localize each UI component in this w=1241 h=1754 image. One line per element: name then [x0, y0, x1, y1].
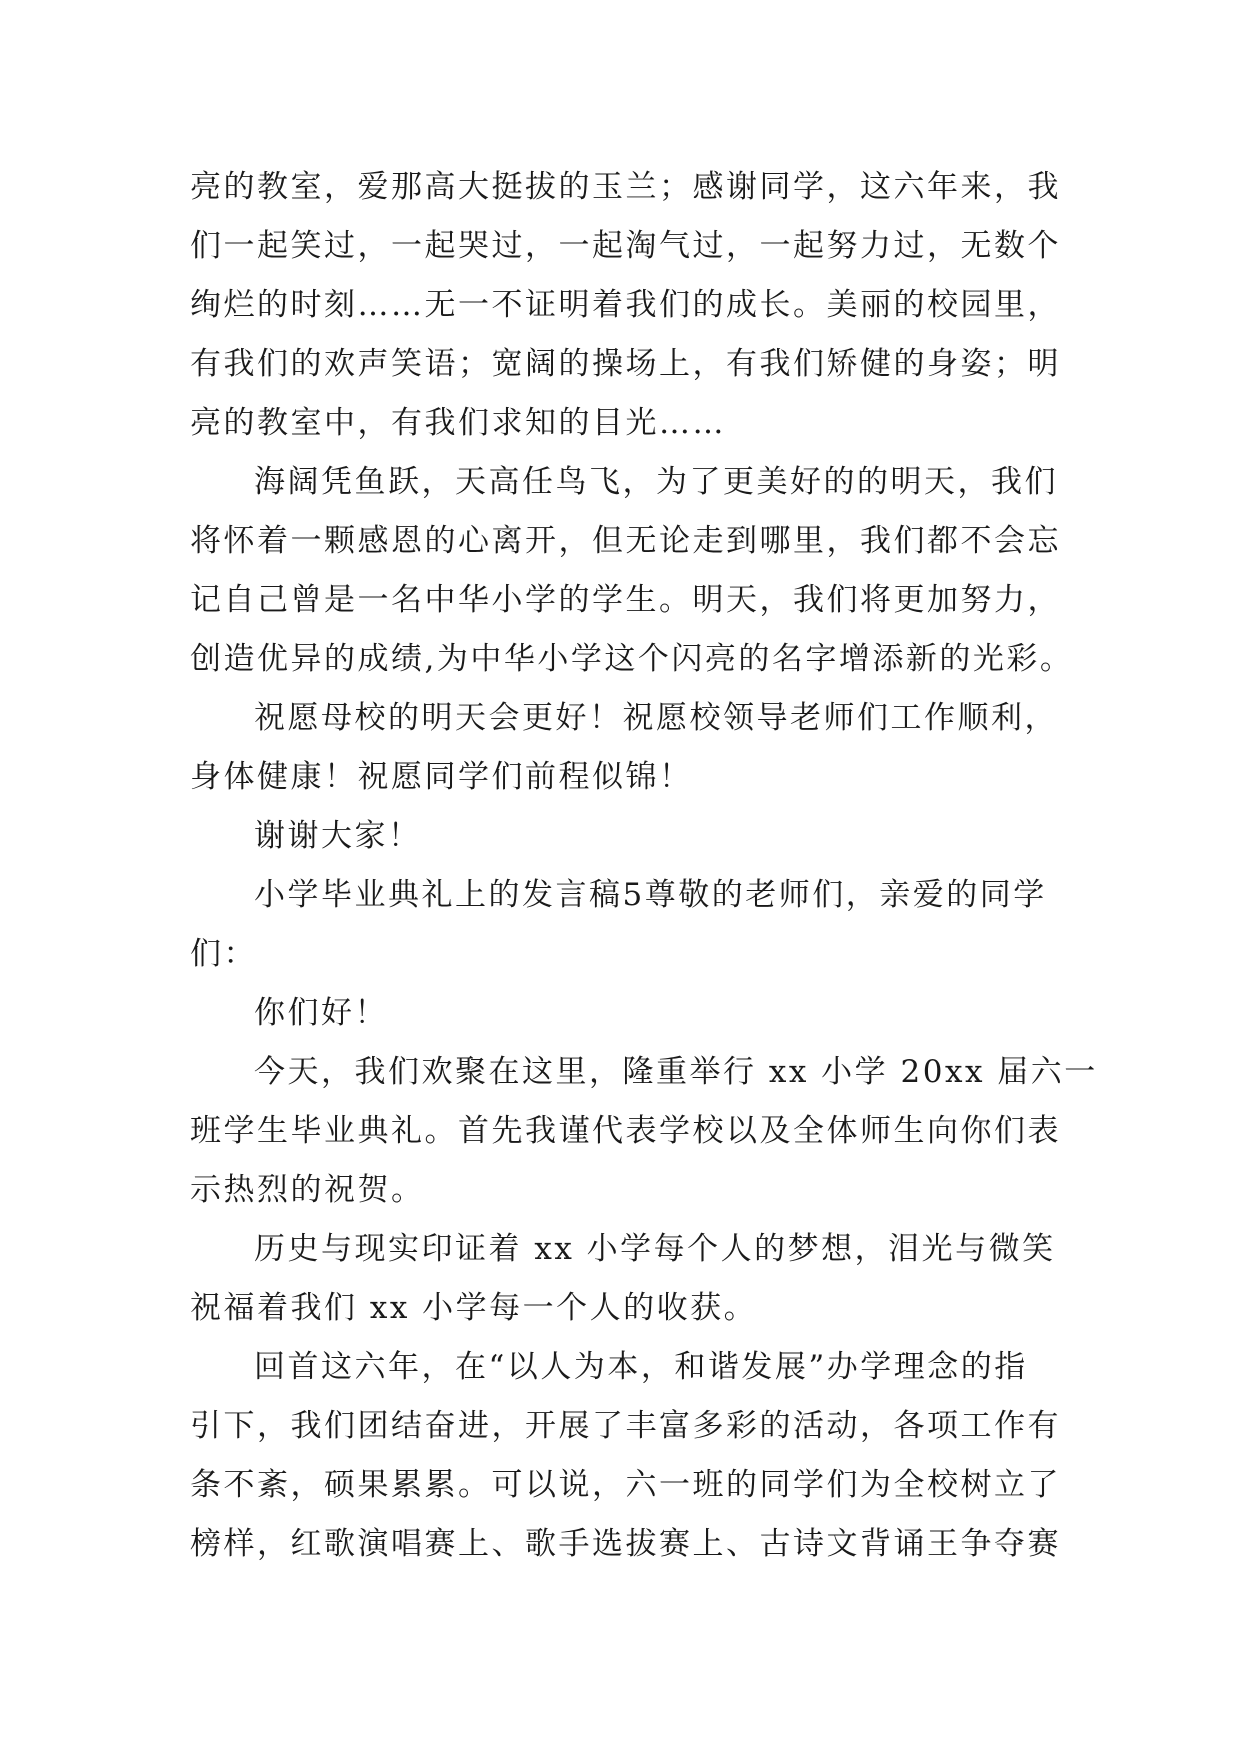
document-body [190, 158, 1098, 1574]
text-line: 引下，我们团结奋进，开展了丰富多彩的活动，各项工作有 [190, 1408, 1061, 1444]
text-line: 回首这六年，在“以人为本，和谐发展”办学理念的指 [254, 1349, 1028, 1385]
text-line: 小学毕业典礼上的发言稿5尊敬的老师们，亲爱的同学 [254, 877, 1047, 913]
text-line: 身体健康！祝愿同学们前程似锦！ [190, 759, 693, 795]
text-line: 记自己曾是一名中华小学的学生。明天，我们将更加努力， [190, 582, 1061, 618]
text-line: 示热烈的祝贺。 [190, 1172, 425, 1208]
text-line: 们： [190, 936, 257, 972]
text-line: 今天，我们欢聚在这里，隆重举行 xx 小学 20xx 届六一 [254, 1054, 1098, 1090]
text-line: 条不紊，硕果累累。可以说，六一班的同学们为全校树立了 [190, 1467, 1061, 1503]
text-line: 亮的教室中，有我们求知的目光…… [190, 405, 726, 441]
text-line: 历史与现实印证着 xx 小学每个人的梦想，泪光与微笑 [254, 1231, 1056, 1267]
text-line: 创造优异的成绩,为中华小学这个闪亮的名字增添新的光彩。 [190, 641, 1074, 677]
text-line: 们一起笑过，一起哭过，一起淘气过，一起努力过，无数个 [190, 228, 1061, 264]
text-line: 亮的教室，爱那高大挺拔的玉兰；感谢同学，这六年来，我 [190, 169, 1061, 205]
text-line: 班学生毕业典礼。首先我谨代表学校以及全体师生向你们表 [190, 1113, 1061, 1149]
text-line: 祝愿母校的明天会更好！祝愿校领导老师们工作顺利， [254, 700, 1058, 736]
text-line: 你们好！ [254, 995, 388, 1031]
text-line: 海阔凭鱼跃，天高任鸟飞，为了更美好的的明天，我们 [254, 464, 1058, 500]
text-line: 有我们的欢声笑语；宽阔的操场上，有我们矫健的身姿；明 [190, 346, 1061, 382]
text-line: 祝福着我们 xx 小学每一个人的收获。 [190, 1290, 758, 1326]
text-line: 将怀着一颗感恩的心离开，但无论走到哪里，我们都不会忘 [190, 523, 1061, 559]
text-line: 榜样，红歌演唱赛上、歌手选拔赛上、古诗文背诵王争夺赛 [190, 1526, 1061, 1562]
text-line: 谢谢大家！ [254, 818, 422, 854]
text-line: 绚烂的时刻……无一不证明着我们的成长。美丽的校园里， [190, 287, 1061, 323]
